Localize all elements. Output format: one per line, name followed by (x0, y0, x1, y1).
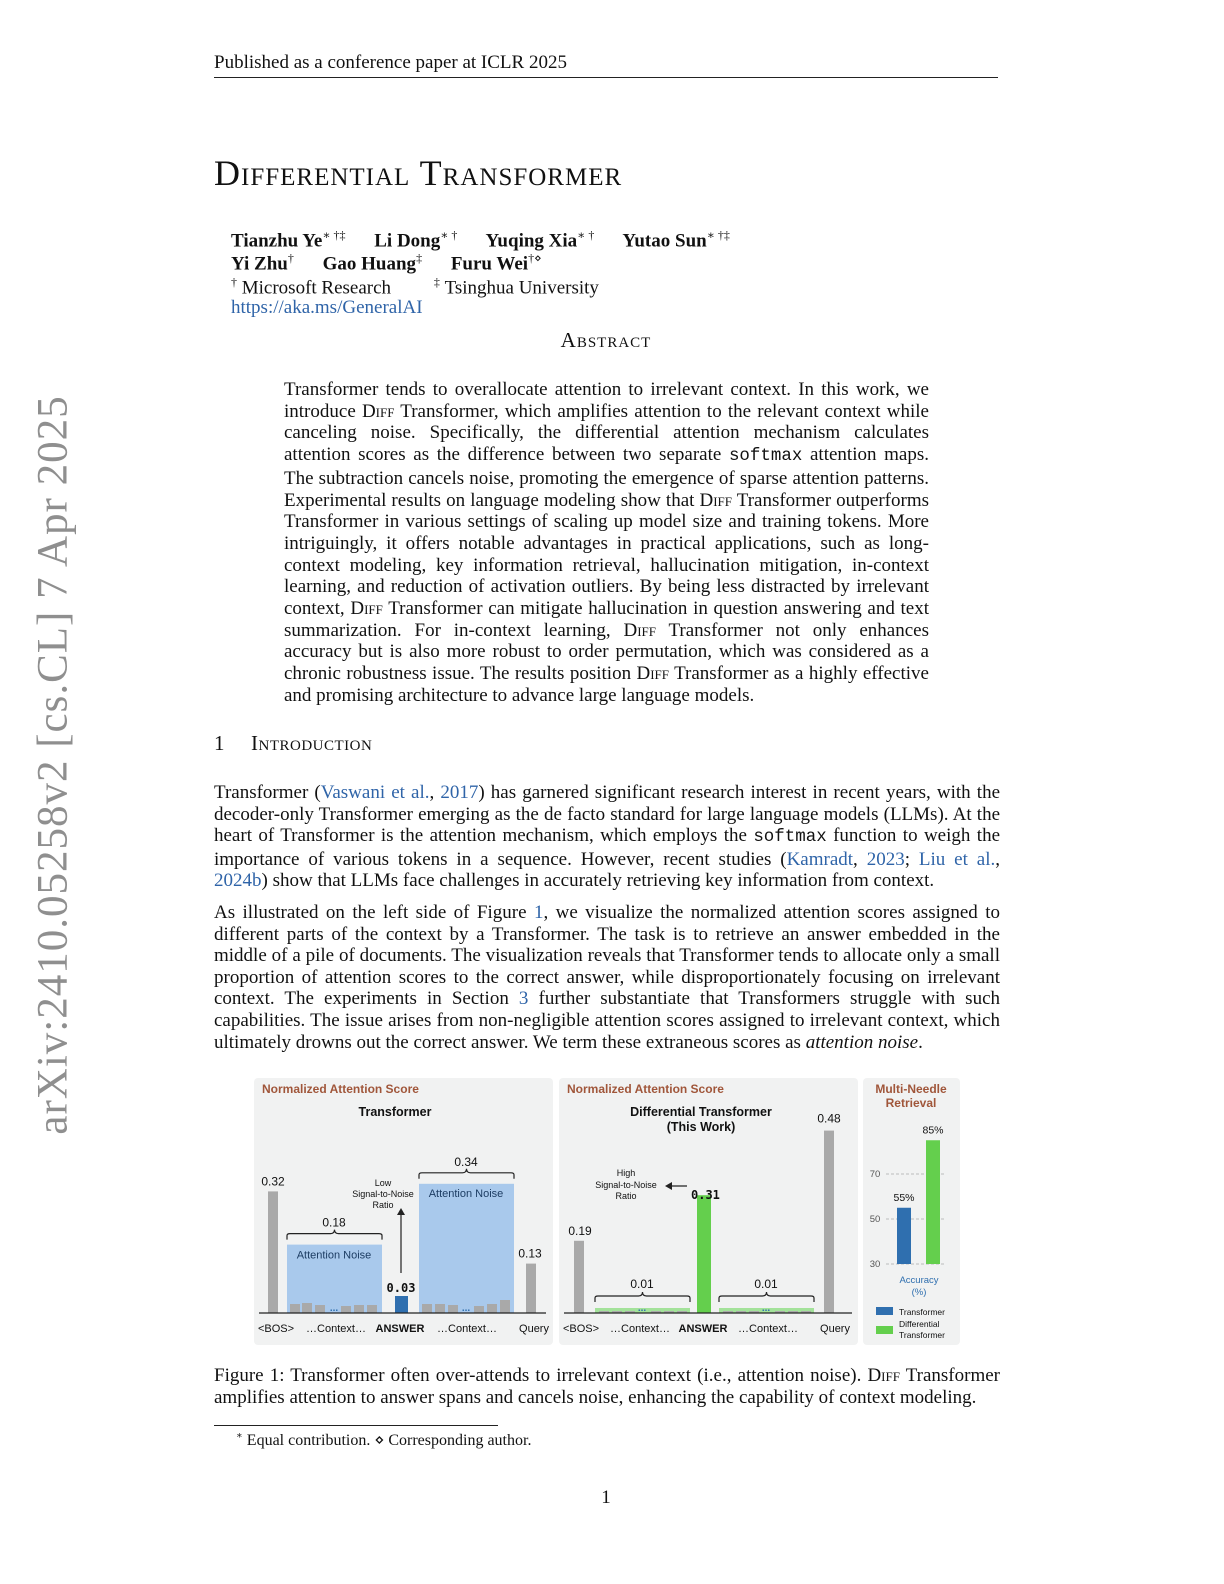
caption-label: Figure 1: (214, 1365, 285, 1386)
diff-smallcaps: Diff (361, 400, 395, 422)
context-token-bar (315, 1305, 325, 1313)
paragraph-text: As illustrated on the left side of Figure (214, 902, 534, 923)
paragraph-text: , (853, 848, 867, 870)
citation-link[interactable]: Vaswani et al. (320, 782, 430, 803)
section-number: 1 (214, 731, 225, 755)
context-token-bar (367, 1305, 377, 1313)
context-token-bar (302, 1303, 312, 1313)
author-row-1 (231, 228, 730, 252)
x-tick-label: …Context… (437, 1323, 497, 1335)
bar-query (526, 1264, 536, 1313)
chart-panel-multi-needle (863, 1078, 960, 1345)
citation-link[interactable]: 2023 (866, 848, 905, 870)
x-tick-label: Query (519, 1323, 549, 1335)
annotation-text: High (616, 1168, 636, 1178)
author-marks: ∗ †‡ (706, 228, 730, 242)
figure-caption (214, 1365, 1000, 1408)
emphasized-term: attention noise (805, 1031, 919, 1053)
value-label: 0.19 (568, 1223, 592, 1238)
caption-text: Transformer often over-attends to irrelevant context (i.e., attention noise). (284, 1365, 868, 1386)
paragraph-text: . (918, 1031, 923, 1053)
ellipsis: ... (461, 1303, 471, 1314)
section-heading (214, 731, 372, 756)
section-ref-link[interactable]: 3 (518, 988, 529, 1010)
x-tick-label: …Context… (610, 1323, 670, 1335)
paragraph-text: ) show that LLMs face challenges in accurately retrieving key information from context. (261, 870, 935, 892)
legend-swatch-diff-transformer (876, 1326, 893, 1334)
affiliation-name: Microsoft Research (241, 277, 392, 299)
x-tick-label: …Context… (738, 1323, 798, 1335)
bar-context-noise (419, 1184, 514, 1313)
footnote (236, 1430, 531, 1450)
y-tick-label: 50 (869, 1214, 881, 1225)
bar-diff-transformer (926, 1140, 940, 1264)
citation-link[interactable]: 2017 (440, 782, 479, 803)
x-tick-label: Query (820, 1323, 850, 1335)
context-token-bar (435, 1304, 445, 1313)
paragraph-text: , (995, 848, 1001, 870)
author-marks: ∗ † (440, 228, 458, 242)
ellipsis: ... (761, 1303, 771, 1314)
annotation-text: Signal-to-Noise (595, 1180, 657, 1190)
noise-label: Attention Noise (296, 1249, 372, 1262)
value-label: 0.01 (630, 1277, 654, 1291)
annotation-text: Low (374, 1178, 392, 1188)
diff-smallcaps: Diff (867, 1365, 900, 1386)
context-token-bar (422, 1304, 432, 1313)
footnote-text: Equal contribution. ⋄ Corresponding author. (242, 1432, 532, 1449)
paragraph-text: ; (904, 848, 919, 870)
footnote-mark: ∗ (236, 1430, 243, 1442)
bar-answer (395, 1296, 408, 1313)
legend-swatch-transformer (876, 1307, 893, 1315)
diff-smallcaps: Diff (350, 598, 383, 620)
noise-label: Attention Noise (428, 1187, 504, 1200)
softmax-term: softmax (753, 827, 827, 848)
context-token-bar (341, 1306, 351, 1313)
figure-ref-link[interactable]: 1 (533, 902, 544, 923)
annotation-text: Signal-to-Noise (352, 1189, 414, 1199)
bar-answer (697, 1195, 711, 1313)
intro-paragraph-1 (214, 782, 1000, 892)
author-name: Yuqing Xia (485, 230, 578, 252)
author-name: Gao Huang (322, 253, 417, 275)
figure-1 (254, 1078, 960, 1345)
diff-smallcaps: Diff (699, 489, 733, 511)
abstract-body (284, 379, 929, 707)
y-axis-label: (%) (911, 1287, 927, 1298)
context-token-bar (487, 1304, 497, 1313)
value-label: 0.32 (261, 1174, 285, 1189)
paper-title: Differential Transformer (214, 153, 623, 193)
caption-text: Transformer amplifies attention to answer spans and cancels noise, enhancing the capability of context modeling. (214, 1365, 1000, 1408)
value-label: 0.01 (754, 1277, 778, 1291)
affiliation-mark: † (231, 275, 237, 289)
author-name: Li Dong (374, 230, 441, 252)
context-token-bar (290, 1304, 300, 1313)
author-row-2 (231, 251, 542, 275)
chart-title: Transformer (358, 1105, 432, 1119)
abstract-text: Transformer, which amplifies attention to the relevant context while canceling noise. Specifically, the differential attention mechanism calculates attention scores as the difference between two separate (284, 400, 929, 466)
x-tick-label: ANSWER (375, 1323, 425, 1335)
context-token-bar (354, 1305, 364, 1313)
panel-label: Normalized Attention Score (262, 1082, 419, 1096)
chart-title: Differential Transformer (630, 1105, 772, 1119)
abstract-text: Transformer tends to overallocate attention to irrelevant context. In this work, we introduce (284, 379, 929, 422)
citation-link[interactable]: 2024b (214, 870, 262, 892)
author-marks: ∗ †‡ (322, 228, 346, 242)
abstract-heading: Abstract (560, 328, 652, 352)
bar-transformer (897, 1208, 911, 1264)
paragraph-text: function to weigh the importance of various tokens in a sequence. However, recent studies ( (214, 825, 1000, 870)
y-tick-label: 30 (869, 1259, 881, 1270)
paragraph-text: further substantiate that Transformers struggle with such capabilities. The issue arises from non-negligible attention scores assigned to irrelevant context, which ultimately drowns out the correct answer. We term these extraneous scores as (214, 988, 1001, 1053)
value-label: 55% (893, 1191, 915, 1204)
footnote-rule (214, 1425, 498, 1426)
chart-title: (This Work) (666, 1120, 736, 1134)
value-label: 0.48 (817, 1111, 841, 1126)
paragraph-text: Transformer ( (214, 782, 321, 803)
value-label: 0.03 (386, 1281, 416, 1295)
x-tick-label: <BOS> (257, 1323, 295, 1335)
author-marks: †⋄ (528, 251, 542, 265)
legend-label: Transformer (899, 1307, 945, 1317)
value-label: 0.34 (454, 1154, 478, 1169)
chart-title: Multi-Needle (875, 1082, 947, 1096)
affiliations (231, 275, 599, 299)
legend-label: Transformer (899, 1330, 945, 1340)
annotation-text: Ratio (372, 1200, 394, 1210)
x-tick-label: …Context… (306, 1323, 366, 1335)
running-header: Published as a conference paper at ICLR 2025 (214, 52, 567, 73)
context-token-bar (448, 1305, 458, 1313)
citation-link[interactable]: Liu et al. (918, 848, 996, 870)
bar-bos (574, 1241, 584, 1313)
author-name: Yi Zhu (231, 253, 288, 275)
arxiv-stamp-text: arXiv:2410.05258v2 [cs.CL] 7 Apr 2025 (29, 395, 77, 1135)
chart-title: Retrieval (885, 1096, 937, 1110)
value-label: 0.13 (518, 1246, 542, 1261)
author-marks: ∗ † (577, 228, 595, 242)
project-link[interactable]: https://aka.ms/GeneralAI (231, 297, 423, 318)
softmax-term: softmax (728, 446, 803, 467)
context-token-bar (474, 1306, 484, 1313)
diff-smallcaps: Diff (636, 663, 670, 685)
value-label: 0.18 (322, 1215, 346, 1230)
value-label: 85% (922, 1124, 944, 1137)
abstract-text: Transformer can mitigate hallucination in question answering and text summarization. For in-context learning, (284, 598, 930, 641)
page-number: 1 (601, 1487, 611, 1508)
bar-query (824, 1131, 834, 1313)
diff-smallcaps: Diff (623, 619, 656, 641)
y-tick-label: 70 (869, 1169, 881, 1180)
legend-label: Differential (899, 1319, 940, 1329)
author-name: Furu Wei (450, 253, 529, 275)
intro-paragraph-2 (214, 902, 1000, 1053)
affiliation-name: Tsinghua University (444, 277, 599, 299)
section-title: Introduction (251, 731, 373, 755)
author-marks: ‡ (416, 251, 423, 265)
ellipsis: ... (329, 1303, 339, 1314)
paragraph-text: ) has garnered significant research interest in recent years, with the decoder-only Transformer emerging as the de facto standard for large language models (LLMs). At the heart of Transformer is the attention mechanism, which employs the (214, 782, 1000, 847)
abstract-text: Transformer as a highly effective and promising architecture to advance large language models. (284, 663, 929, 706)
affiliation-mark: ‡ (433, 275, 440, 289)
context-token-bar (500, 1300, 510, 1313)
citation-link[interactable]: Kamradt (786, 848, 854, 870)
abstract-text: Transformer not only enhances accuracy but is also more robust to order permutation, which was considered as a chronic robustness issue. The results position (284, 619, 929, 685)
paragraph-text: , (429, 782, 441, 803)
author-marks: † (287, 251, 294, 265)
abstract-text: attention maps. The subtraction cancels noise, promoting the emergence of sparse attention patterns. Experimental results on language modeling show that (284, 444, 929, 511)
author-name: Yutao Sun (622, 230, 707, 252)
value-label: 0.31 (691, 1188, 720, 1203)
x-tick-label: ANSWER (678, 1323, 728, 1335)
header-rule (214, 77, 998, 78)
x-tick-label: <BOS> (562, 1323, 600, 1335)
paragraph-text: , we visualize the normalized attention scores assigned to different parts of the context by a Transformer. The task is to retrieve an answer embedded in the middle of a pile of documents. The visualization reveals that Transformer tends to allocate only a small proportion of attention scores to the correct answer, while disproportionately focusing on irrelevant context. The experiments in Section (214, 902, 1000, 1010)
y-axis-label: Accuracy (899, 1275, 939, 1286)
panel-label: Normalized Attention Score (567, 1082, 724, 1096)
author-name: Tianzhu Ye (231, 230, 323, 252)
bar-bos (268, 1191, 278, 1313)
annotation-text: Ratio (615, 1191, 637, 1201)
ellipsis: ... (637, 1303, 647, 1314)
abstract-text: Transformer outperforms Transformer in various settings of scaling up model size and training tokens. More intriguingly, it offers notable advantages in practical applications, such as long-context modeling, key information retrieval, hallucination mitigation, in-context learning, and reduction of activation outliers. By being less distracted by irrelevant context, (284, 489, 929, 620)
